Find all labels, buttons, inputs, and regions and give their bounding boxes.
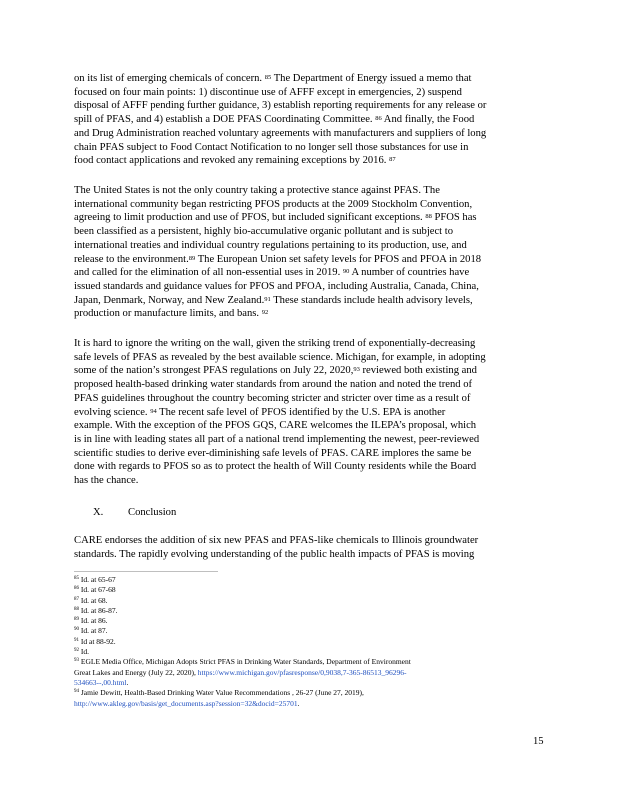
- text-run: scientific studies to derive ever-diminishing safe levels of PFAS. CARE implores the same be: [74, 447, 472, 459]
- text-line: [74, 280, 546, 294]
- footnote-link[interactable]: http://www.akleg.gov/basis/get_documents.asp?session=32&docid=25701: [74, 698, 298, 708]
- text-line: [74, 99, 546, 113]
- footnote-line: [74, 647, 554, 657]
- section-title: Conclusion: [128, 507, 177, 518]
- text-run: Id at 88-92.: [79, 636, 116, 646]
- text-line: [74, 337, 546, 351]
- footnote-ref: 91: [264, 295, 271, 303]
- text-run: Great Lakes and Energy (July 22, 2020),: [74, 667, 198, 677]
- footnote-line: [74, 688, 554, 698]
- text-run: The European Union set safety levels for PFOS and PFOA in 2018: [195, 253, 482, 265]
- footnote-line: [74, 668, 554, 678]
- footnote-link[interactable]: https://www.michigan.gov/pfasresponse/0,9038,7-365-86513_96296-: [197, 667, 407, 677]
- text-line: [74, 364, 546, 378]
- footnote-ref: 86: [74, 586, 79, 592]
- footnote-line: [74, 637, 554, 647]
- text-run: chain PFAS subject to Food Contact Notification to no longer sell those substances for use in: [74, 141, 469, 153]
- text-run: disposal of AFFF pending further guidance, 3) establish reporting requirements for any release or: [74, 100, 487, 112]
- text-line: [74, 351, 546, 365]
- text-line: [74, 127, 546, 141]
- footnote-line: [74, 626, 554, 636]
- footnote-ref: 89: [188, 254, 196, 262]
- footnote-ref: 92: [261, 309, 269, 317]
- text-run: The Department of Energy issued a memo that: [271, 73, 472, 84]
- text-run: It is hard to ignore the writing on the wall, given the striking trend of exponentially-decreasing: [74, 338, 476, 349]
- text-run: proposed health-based drinking water standards from around the nation and noted the trend of: [74, 379, 473, 391]
- text-run: These standards include health advisory levels,: [270, 294, 473, 306]
- footnote-ref: 87: [74, 596, 79, 602]
- footnote-ref: 92: [74, 648, 79, 654]
- footnote-ref: 87: [389, 156, 396, 164]
- text-run: international treaties and individual country regulations pertaining to its production, use, and: [74, 239, 467, 251]
- footnote-ref: 89: [74, 617, 79, 623]
- text-run: .: [126, 677, 129, 687]
- text-run: Jamie Dewitt, Health-Based Drinking Water Value Recommendations , 26-27 (June 27, 2019),: [79, 688, 364, 698]
- footnote-line: [74, 585, 554, 595]
- text-run: some of the nation’s strongest PFAS regulations on July 22, 2020,: [74, 365, 354, 377]
- text-line: [74, 211, 546, 225]
- text-line: [74, 225, 546, 239]
- footnote-separator: [74, 571, 218, 572]
- text-run: has the chance.: [74, 475, 139, 487]
- text-run: is in line with leading states all part of a national trend implementing the newest, peer-reviewed: [74, 433, 480, 445]
- text-run: release to the environment.: [74, 253, 189, 265]
- text-run: agreeing to limit production and use of PFOS, but included significant exceptions.: [74, 212, 426, 224]
- text-line: [74, 307, 546, 321]
- text-line: [74, 433, 546, 447]
- text-run: And finally, the Food: [381, 114, 475, 126]
- text-line: [74, 154, 546, 168]
- footnote-ref: 85: [74, 576, 79, 581]
- text-run: EGLE Media Office, Michigan Adopts Strict PFAS in Drinking Water Standards, Department of Environment: [79, 657, 411, 667]
- paragraph-conclusion: [74, 534, 546, 561]
- paragraph-federal-agencies: [74, 72, 546, 168]
- footnote-ref: 86: [375, 115, 382, 123]
- text-line: [74, 406, 546, 420]
- text-line: [74, 253, 546, 267]
- footnote-ref: 90: [74, 627, 79, 633]
- text-line: [74, 141, 546, 155]
- text-run: evolving science.: [74, 406, 151, 418]
- text-line: [74, 86, 546, 100]
- text-line: [74, 113, 546, 127]
- text-line: [74, 378, 546, 392]
- text-run: Id. at 86-87.: [79, 605, 118, 615]
- text-run: food contact applications and revoked any remaining exceptions by 2016.: [74, 155, 390, 167]
- text-run: The recent safe level of PFOS identified by the U.S. EPA is another: [156, 406, 446, 418]
- text-run: standards. The rapidly evolving understanding of the public health impacts of PFAS is moving: [74, 548, 475, 560]
- text-line: [74, 72, 546, 86]
- text-run: focused on four main points: 1) discontinue use of AFFF except in emergencies, 2) suspend: [74, 86, 462, 98]
- text-run: spill of PFAS, and 4) establish a DOE PFAS Coordinating Committee.: [74, 114, 376, 126]
- text-line: [74, 294, 546, 308]
- footnote-link[interactable]: 534663--,00.html: [74, 677, 127, 687]
- paragraph-trend: [74, 337, 546, 488]
- footnote-ref: 94: [150, 407, 157, 415]
- text-run: Id. at 87.: [79, 626, 108, 636]
- footnote-line: [74, 575, 554, 585]
- text-run: done with regards to PFOS so as to protect the health of Will County residents while the Board: [74, 461, 477, 473]
- footnote-ref: 93: [74, 658, 79, 664]
- footnote-line: [74, 616, 554, 626]
- text-line: [74, 447, 546, 461]
- text-run: and Drug Administration reached voluntary agreements with manufacturers and suppliers of long: [74, 127, 487, 139]
- text-line: [74, 474, 546, 488]
- footnote-ref: 93: [353, 366, 360, 374]
- footnote-ref: 90: [342, 268, 350, 276]
- text-line: [74, 460, 546, 474]
- text-run: CARE endorses the addition of six new PFAS and PFAS-like chemicals to Illinois groundwater: [74, 535, 479, 546]
- text-run: Id. at 68.: [79, 595, 108, 605]
- text-run: The United States is not the only country taking a protective stance against PFAS. The: [74, 185, 440, 196]
- text-run: Japan, Denmark, Norway, and New Zealand.: [74, 294, 265, 306]
- footnote-line: [74, 657, 554, 667]
- text-run: production or manufacture limits, and bans.: [74, 308, 262, 320]
- text-run: issued standards and guidance values for PFOS and PFOA, including Australia, Canada, China,: [74, 280, 479, 292]
- footnote-ref: 85: [264, 74, 272, 81]
- footnote-ref: 94: [74, 689, 79, 695]
- text-line: [74, 198, 546, 212]
- text-run: Id. at 86.: [79, 616, 108, 626]
- section-number: X.: [93, 507, 104, 518]
- text-run: Id.: [79, 647, 89, 657]
- footnote-ref: 91: [74, 637, 79, 643]
- text-run: .: [297, 698, 300, 708]
- text-line: [74, 534, 546, 548]
- text-run: A number of countries have: [349, 267, 470, 279]
- text-run: on its list of emerging chemicals of concern.: [74, 73, 265, 84]
- text-line: [74, 184, 546, 198]
- footnote-line: [74, 678, 554, 688]
- text-run: PFOS has: [431, 212, 477, 224]
- footnote-line: [74, 596, 554, 606]
- text-run: and called for the elimination of all non-essential uses in 2019.: [74, 267, 343, 279]
- footnote-ref: 88: [425, 213, 432, 221]
- text-run: reviewed both existing and: [359, 365, 477, 377]
- footnote-line: [74, 606, 554, 616]
- text-line: [74, 548, 546, 562]
- text-run: been classified as a persistent, highly bio-accumulative organic pollutant and is subject to: [74, 226, 454, 238]
- footnotes: [74, 575, 554, 709]
- text-run: PFAS guidelines throughout the country becoming stricter and stricter over time as a result of: [74, 392, 471, 404]
- text-line: [74, 392, 546, 406]
- text-run: Id. at 67-68: [79, 585, 116, 595]
- paragraph-international: [74, 184, 546, 321]
- footnote-ref: 88: [74, 606, 79, 612]
- text-line: [74, 419, 546, 433]
- text-line: [74, 239, 546, 253]
- text-run: safe levels of PFAS as revealed by the best available science. Michigan, for example, in adopting: [74, 351, 486, 363]
- page-number: 15: [533, 736, 544, 747]
- footnote-line: [74, 699, 554, 709]
- text-line: [74, 266, 546, 280]
- text-run: international community began restricting PFOS products at the 2009 Stockholm Convention,: [74, 198, 473, 210]
- text-run: example. With the exception of the PFOS GQS, CARE welcomes the ILEPA’s proposal, which: [74, 420, 477, 432]
- text-run: Id. at 65-67: [79, 575, 116, 584]
